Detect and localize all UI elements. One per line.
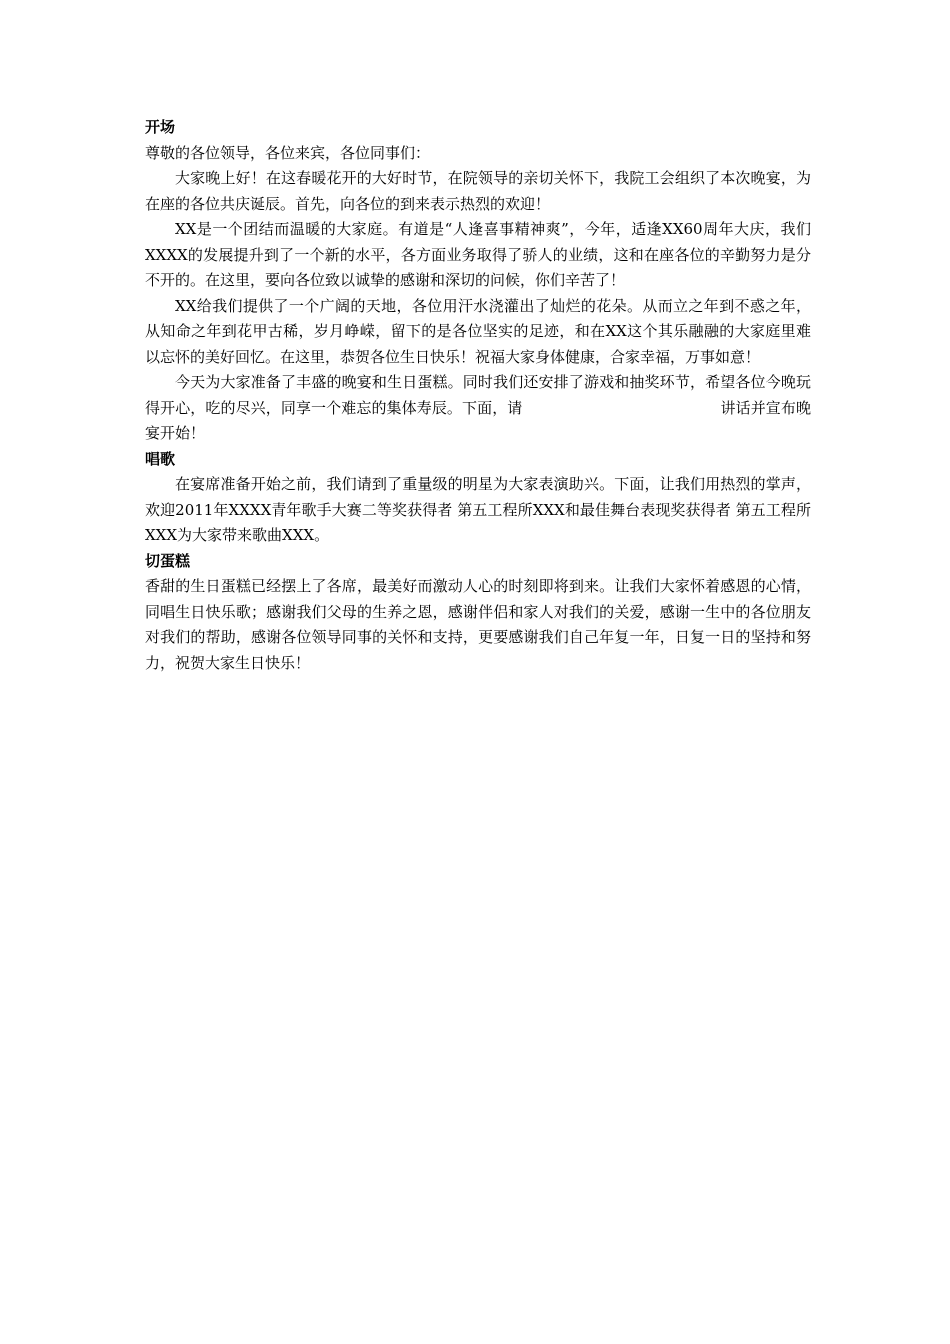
announcement-text-before-blank: 今天为大家准备了丰盛的晚宴和生日蛋糕。同时我们还安排了游戏和抽奖环节，希望各位今晚玩得开心，吃的尽兴，同享一个难忘的集体寿辰。下面，请	[145, 373, 811, 417]
section-heading-cake: 切蛋糕	[145, 551, 191, 570]
section-heading-opening: 开场	[145, 118, 176, 136]
announcement-text-after-blank: 讲话并宣布晚宴开始！	[145, 398, 811, 442]
cake-paragraph: 香甜的生日蛋糕已经摆上了各席，最美好而激动人心的时刻即将到来。让我们大家怀着感恩的心情，同唱生日快乐歌；感谢我们父母的生养之恩，感谢伴侣和家人对我们的关爱，感谢一生中的各位朋友对我们的帮助，感谢各位领导同事的关怀和支持，更要感谢我们自己年复一年，日复一日的坚持和努力，祝贺大家生日快乐！	[145, 577, 811, 672]
singing-paragraph: 在宴席准备开始之前，我们请到了重量级的明星为大家表演助兴。下面，让我们用热烈的掌声，欢迎2011年XXXX青年歌手大赛二等奖获得者 第五工程所XXX和最佳舞台表现奖获得者 第五工程所XXX为大家带来歌曲XXX。	[145, 475, 811, 544]
salutation: 尊敬的各位领导，各位来宾，各位同事们：	[145, 143, 431, 162]
opening-paragraph-welcome: 大家晚上好！在这春暖花开的大好时节，在院领导的亲切关怀下，我院工会组织了本次晚宴，为在座的各位共庆诞辰。首先，向各位的到来表示热烈的欢迎！	[145, 169, 811, 213]
section-heading-singing: 唱歌	[145, 449, 176, 468]
document-page	[145, 115, 811, 676]
opening-paragraph-blessing: XX给我们提供了一个广阔的天地，各位用汗水浇灌出了灿烂的花朵。从而立之年到不惑之年，从知命之年到花甲古稀，岁月峥嵘，留下的是各位坚实的足迹，和在XX这个其乐融融的大家庭里难以忘怀的美好回忆。在这里，恭贺各位生日快乐！祝福大家身体健康，合家幸福，万事如意！	[145, 296, 811, 366]
opening-paragraph-family: XX是一个团结而温暖的大家庭。有道是“人逢喜事精神爽”，今年，适逢XX60周年大庆，我们XXXX的发展提升到了一个新的水平，各方面业务取得了骄人的业绩，这和在座各位的辛勤努力是分不开的。在这里，要向各位致以诚挚的感谢和深切的问候，你们辛苦了！	[145, 220, 811, 289]
opening-paragraph-announcement	[145, 370, 811, 447]
